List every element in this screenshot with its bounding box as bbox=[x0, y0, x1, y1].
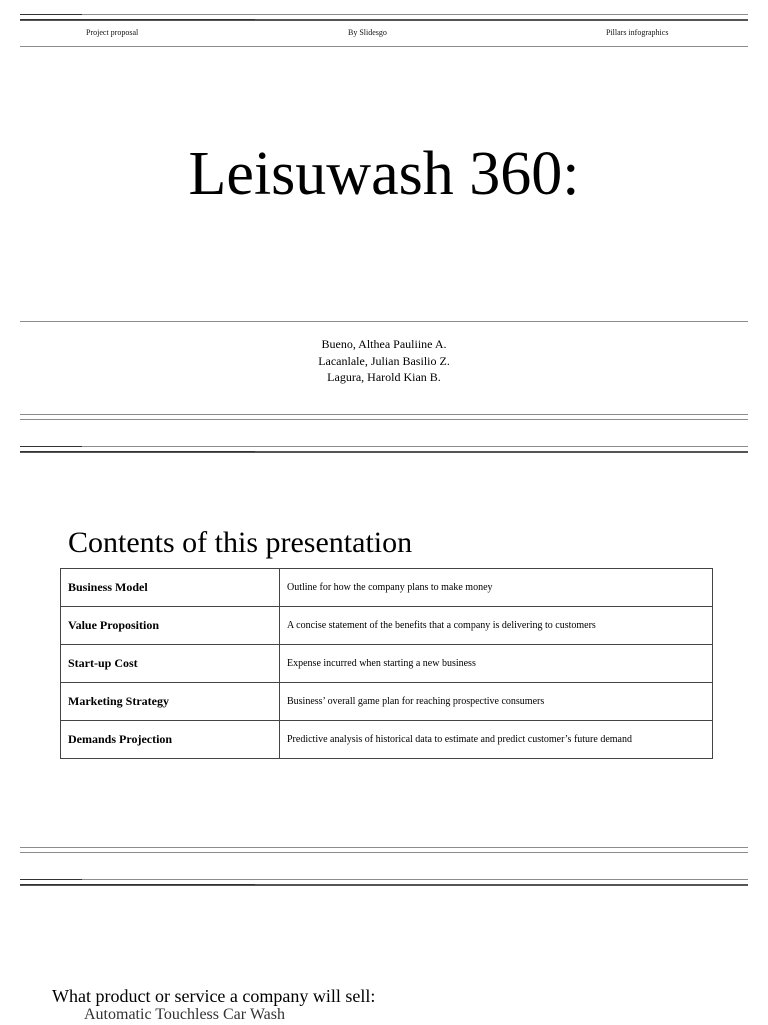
table-cell-term: Value Proposition bbox=[61, 607, 280, 645]
table-row bbox=[61, 645, 713, 683]
divider-accent bbox=[20, 884, 255, 885]
divider-accent bbox=[20, 19, 255, 20]
divider-accent bbox=[20, 446, 82, 447]
table-cell-term: Start-up Cost bbox=[61, 645, 280, 683]
table-cell-term: Marketing Strategy bbox=[61, 683, 280, 721]
contents-table bbox=[60, 568, 713, 759]
page-title: Leisuwash 360: bbox=[188, 140, 580, 208]
divider-accent bbox=[20, 879, 82, 880]
divider bbox=[20, 852, 748, 853]
table-row bbox=[61, 607, 713, 645]
divider-accent bbox=[20, 14, 82, 15]
table-row bbox=[61, 569, 713, 607]
table-cell-term: Business Model bbox=[61, 569, 280, 607]
divider bbox=[20, 321, 748, 322]
divider-accent bbox=[20, 451, 255, 452]
divider bbox=[20, 14, 748, 15]
author-name: Lacanlale, Julian Basilio Z. bbox=[318, 353, 450, 368]
divider bbox=[20, 46, 748, 47]
header-left: Project proposal bbox=[86, 28, 139, 37]
header-right: Pillars infographics bbox=[606, 28, 669, 37]
table-cell-definition: A concise statement of the benefits that a company is delivering to customers bbox=[280, 607, 713, 645]
author-list bbox=[0, 336, 768, 386]
table-cell-definition: Predictive analysis of historical data to estimate and predict customer’s future demand bbox=[280, 721, 713, 759]
author-name: Lagura, Harold Kian B. bbox=[327, 370, 441, 384]
divider bbox=[20, 446, 748, 447]
table-cell-definition: Outline for how the company plans to make money bbox=[280, 569, 713, 607]
table-cell-term: Demands Projection bbox=[61, 721, 280, 759]
table-cell-definition: Expense incurred when starting a new business bbox=[280, 645, 713, 683]
table-cell-definition: Business’ overall game plan for reaching prospective consumers bbox=[280, 683, 713, 721]
author-name: Bueno, Althea Pauliine A. bbox=[321, 337, 447, 351]
header-center: By Slidesgo bbox=[348, 28, 387, 37]
answer-text: Automatic Touchless Car Wash bbox=[84, 1006, 285, 1023]
table-row bbox=[61, 721, 713, 759]
divider bbox=[20, 414, 748, 415]
section-title: Contents of this presentation bbox=[68, 526, 413, 559]
divider bbox=[20, 879, 748, 880]
divider bbox=[20, 847, 748, 848]
table-row bbox=[61, 683, 713, 721]
divider bbox=[20, 419, 748, 420]
question-text: What product or service a company will sell: bbox=[52, 986, 376, 1006]
